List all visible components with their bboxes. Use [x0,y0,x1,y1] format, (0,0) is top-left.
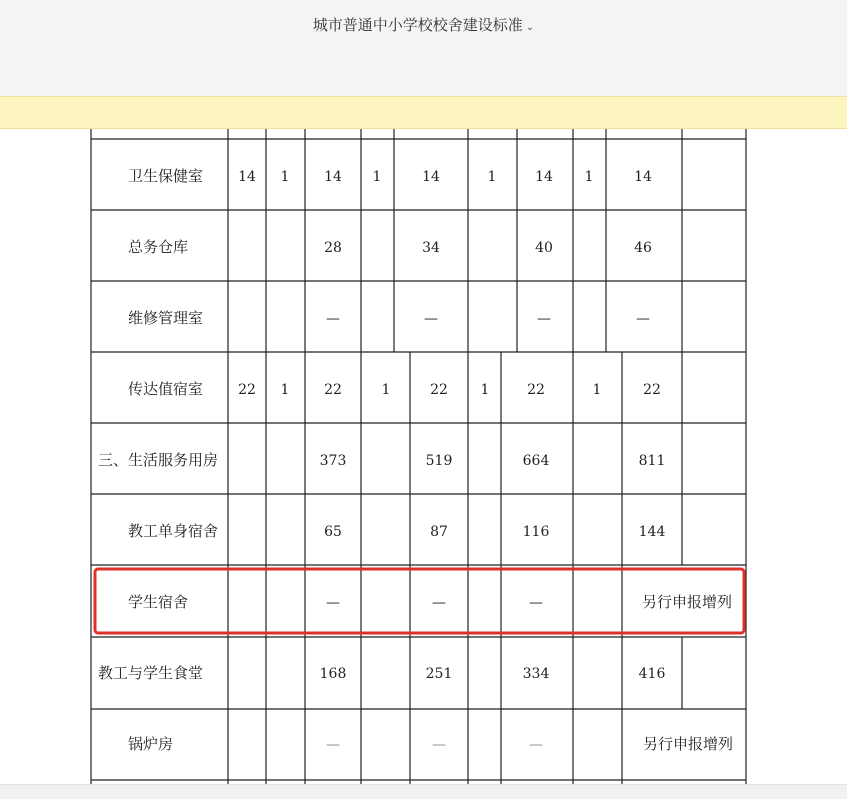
table-cell: — [326,737,340,753]
table-row [98,664,665,682]
notice-banner [0,96,847,129]
table-row-highlighted [128,593,732,611]
table-cell: 1 [487,169,497,185]
row-label: 教工单身宿舍 [128,522,219,540]
table-cell: 46 [634,240,652,256]
row-label: 教工与学生食堂 [98,664,204,682]
table-cell: 144 [638,524,666,540]
table-cell: 1 [584,169,594,185]
table-cell: 251 [425,666,453,682]
table-row [128,522,665,540]
table-cell: 1 [480,382,490,398]
table-cell: 22 [527,382,545,398]
table-cell: 373 [319,453,347,469]
table-cell: 40 [535,240,553,256]
table-cell: — [537,311,551,327]
row-label: 学生宿舍 [128,593,189,611]
table-cell: 811 [638,453,666,469]
table-cell: 116 [522,524,550,540]
top-toolbar [0,0,847,96]
table-cell: 416 [638,666,666,682]
table-cell: 22 [430,382,448,398]
row-label: 卫生保健室 [128,167,204,185]
table-cell: 1 [280,169,290,185]
table-cell: 28 [324,240,342,256]
table-cell: — [432,737,446,753]
row-label: 锅炉房 [128,735,174,753]
table-cell: 34 [422,240,440,256]
table-cell: — [326,311,340,327]
row-label: 传达值宿室 [128,380,204,398]
table-cell: — [529,595,543,611]
table-cell: 1 [381,382,391,398]
table-cell: 14 [422,169,440,185]
table-cell: 65 [324,524,342,540]
row-label: 维修管理室 [128,309,204,327]
table-cell: 另行申报增列 [642,593,733,611]
table-cell: 14 [324,169,342,185]
table-cell: — [424,311,438,327]
table-cell: 22 [238,382,256,398]
table-row [98,451,665,469]
row-label: 三、生活服务用房 [98,451,219,469]
table-cell: 1 [280,382,290,398]
document-title: 城市普通中小学校校舍建设标准 [312,16,523,34]
document-title-dropdown[interactable] [0,14,847,35]
table-cell: 1 [372,169,382,185]
table-cell: 14 [238,169,256,185]
table-cell: — [529,737,543,753]
row-label: 总务仓库 [128,238,189,256]
table-cell: 168 [319,666,347,682]
bottom-scrollbar[interactable] [0,784,847,799]
table-row [128,309,650,327]
table-cell: 664 [522,453,550,469]
standards-table [0,129,847,784]
table-cell: — [326,595,340,611]
table-cell: — [432,595,446,611]
table-cell: 14 [634,169,652,185]
table-cell: 334 [522,666,550,682]
table-cell: 22 [643,382,661,398]
table-cell: 1 [592,382,602,398]
document-page [0,129,847,784]
table-cell: 另行申报增列 [643,735,734,753]
chevron-down-icon: ⌄ [525,22,535,33]
table-cell: 22 [324,382,342,398]
table-cell: 87 [430,524,448,540]
table-cell: — [636,311,650,327]
table-row [128,380,661,398]
table-cell: 14 [535,169,553,185]
table-row [128,735,733,753]
table-cell: 519 [425,453,453,469]
